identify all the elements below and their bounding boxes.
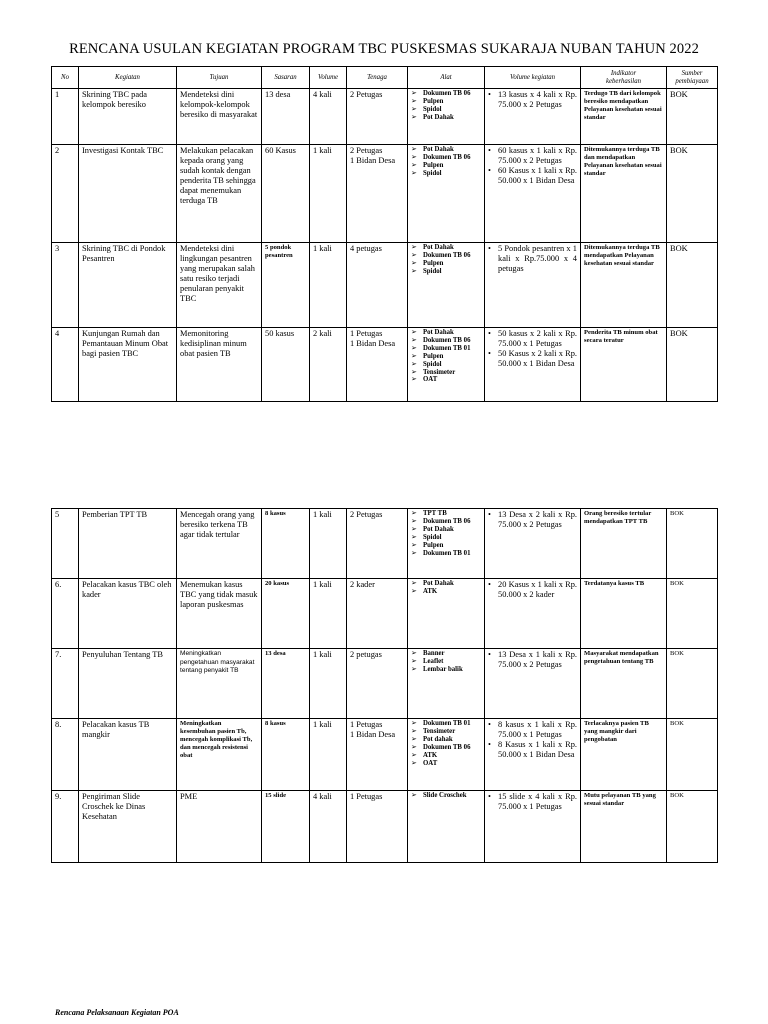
table-row	[52, 791, 718, 863]
cell-volume-kegiatan	[485, 89, 581, 145]
cell-sasaran: 60 Kasus	[262, 145, 310, 243]
table-row	[52, 328, 718, 402]
activity-table-part-1	[51, 66, 718, 402]
header-sumber	[667, 67, 718, 89]
alat-item: ➢ Pot Dahak	[411, 146, 481, 154]
cell-sumber: BOK	[667, 579, 718, 649]
volume-kegiatan-item-list	[488, 244, 577, 274]
volume-kegiatan-item-list	[488, 146, 577, 186]
alat-item: ➢ Leaflet	[411, 658, 481, 666]
header-sasaran: Sasaran	[262, 67, 310, 89]
cell-no: 3	[52, 243, 79, 328]
alat-item: ➢ Slide Croschek	[411, 792, 481, 800]
cell-no: 9.	[52, 791, 79, 863]
header-kegiatan: Kegiatan	[79, 67, 177, 89]
tenaga-line: 1 Petugas	[350, 329, 383, 338]
cell-indikator: Terdugo TB dari kelompok beresiko mendapatkan Pelayanan kesehatan sesuai standar	[581, 89, 667, 145]
cell-kegiatan: Skrining TBC pada kelompok beresiko	[79, 89, 177, 145]
cell-volume-kegiatan	[485, 145, 581, 243]
volume-kegiatan-item: • 60 kasus x 1 kali x Rp. 75.000 x 2 Petugas	[488, 146, 577, 166]
cell-no: 6.	[52, 579, 79, 649]
cell-sumber: BOK	[667, 509, 718, 579]
header-indikator-line2: keberhasilan	[606, 77, 641, 85]
table-row	[52, 509, 718, 579]
cell-sasaran: 5 pondok pesantren	[262, 243, 310, 328]
cell-volume: 1 kali	[310, 649, 347, 719]
alat-item: ➢ Pulpen	[411, 98, 481, 106]
cell-indikator: Ditemukannya terduga TB mendapatkan Pelayanan kesehatan sesuai standar	[581, 243, 667, 328]
alat-item: ➢ Spidol	[411, 170, 481, 178]
alat-item: ➢ Spidol	[411, 106, 481, 114]
cell-volume: 1 kali	[310, 243, 347, 328]
cell-sumber: BOK	[667, 791, 718, 863]
alat-item: ➢ OAT	[411, 760, 481, 768]
alat-item-list	[411, 792, 481, 800]
cell-alat	[408, 328, 485, 402]
cell-sumber: BOK	[667, 649, 718, 719]
cell-kegiatan: Investigasi Kontak TBC	[79, 145, 177, 243]
alat-item: ➢ Pot dahak	[411, 736, 481, 744]
page-title: RENCANA USULAN KEGIATAN PROGRAM TBC PUSKESMAS SUKARAJA NUBAN TAHUN 2022	[69, 41, 699, 57]
header-tujuan: Tujuan	[177, 67, 262, 89]
cell-volume: 1 kali	[310, 509, 347, 579]
cell-tujuan: Mendeteksi dini kelompok-kelompok beresiko di masyarakat	[177, 89, 262, 145]
cell-tujuan: Menemukan kasus TBC yang tidak masuk laporan puskesmas	[177, 579, 262, 649]
alat-item: ➢ Pulpen	[411, 162, 481, 170]
cell-indikator: Masyarakat mendapatkan pengetahuan tentang TB	[581, 649, 667, 719]
cell-volume: 4 kali	[310, 89, 347, 145]
alat-item: ➢ Dokumen TB 06	[411, 252, 481, 260]
cell-alat	[408, 145, 485, 243]
cell-volume: 2 kali	[310, 328, 347, 402]
volume-kegiatan-item: • 50 Kasus x 2 kali x Rp. 50.000 x 1 Bidan Desa	[488, 349, 577, 369]
cell-sumber: BOK	[667, 145, 718, 243]
cell-alat	[408, 509, 485, 579]
cell-sumber: BOK	[667, 89, 718, 145]
alat-item: ➢ Pot Dahak	[411, 526, 481, 534]
cell-sumber: BOK	[667, 243, 718, 328]
alat-item-list	[411, 329, 481, 384]
volume-kegiatan-item: • 13 kasus x 4 kali x Rp. 75.000 x 2 Petugas	[488, 90, 577, 110]
volume-kegiatan-item-list	[488, 580, 577, 600]
alat-item: ➢ Dokumen TB 06	[411, 518, 481, 526]
cell-sasaran: 13 desa	[262, 649, 310, 719]
volume-kegiatan-item: • 5 Pondok pesantren x 1 kali x Rp.75.000 x 4 petugas	[488, 244, 577, 274]
cell-tujuan: PME	[177, 791, 262, 863]
cell-tenaga	[347, 791, 408, 863]
table-row	[52, 579, 718, 649]
alat-item: ➢ Pot Dahak	[411, 114, 481, 122]
cell-volume: 1 kali	[310, 579, 347, 649]
cell-tujuan: Meningkatkan kesembuhan pasien Tb, mencegah komplikasi Tb, dan mencegah resistensi obat	[177, 719, 262, 791]
cell-tenaga	[347, 145, 408, 243]
alat-item: ➢ Pulpen	[411, 353, 481, 361]
volume-kegiatan-item-list	[488, 650, 577, 670]
tenaga-line: 2 kader	[350, 580, 375, 589]
footer-caption: Rencana Pelaksanaan Kegiatan POA	[55, 1008, 179, 1017]
cell-no: 5	[52, 509, 79, 579]
alat-item: ➢ Dokumen TB 06	[411, 337, 481, 345]
header-volume-kegiatan: Volume kegiatan	[485, 67, 581, 89]
cell-tenaga	[347, 89, 408, 145]
tenaga-line: 2 petugas	[350, 650, 382, 659]
cell-tenaga	[347, 719, 408, 791]
cell-alat	[408, 89, 485, 145]
cell-kegiatan: Penyuluhan Tentang TB	[79, 649, 177, 719]
alat-item: ➢ Dokumen TB 06	[411, 90, 481, 98]
cell-tenaga	[347, 509, 408, 579]
cell-kegiatan: Skrining TBC di Pondok Pesantren	[79, 243, 177, 328]
cell-kegiatan: Pelacakan kasus TBC oleh kader	[79, 579, 177, 649]
tenaga-line: 1 Bidan Desa	[350, 338, 396, 348]
cell-indikator: Penderita TB minum obat secara teratur	[581, 328, 667, 402]
cell-kegiatan: Kunjungan Rumah dan Pemantauan Minum Obat bagi pasien TBC	[79, 328, 177, 402]
alat-item: ➢ Pot Dahak	[411, 580, 481, 588]
alat-item: ➢ Pot Dahak	[411, 244, 481, 252]
alat-item: ➢ Banner	[411, 650, 481, 658]
cell-tenaga	[347, 328, 408, 402]
volume-kegiatan-item: • 50 kasus x 2 kali x Rp. 75.000 x 1 Petugas	[488, 329, 577, 349]
table-row	[52, 649, 718, 719]
cell-sasaran: 13 desa	[262, 89, 310, 145]
cell-indikator: Terdatanya kasus TB	[581, 579, 667, 649]
volume-kegiatan-item-list	[488, 720, 577, 760]
table-row	[52, 145, 718, 243]
alat-item: ➢ Lembar balik	[411, 666, 481, 674]
tenaga-line: 4 petugas	[350, 244, 382, 253]
activity-table-part-2	[51, 508, 718, 863]
cell-volume-kegiatan	[485, 649, 581, 719]
alat-item: ➢ Spidol	[411, 268, 481, 276]
alat-item: ➢ Spidol	[411, 361, 481, 369]
alat-item: ➢ Dokumen TB 06	[411, 154, 481, 162]
cell-volume-kegiatan	[485, 509, 581, 579]
tenaga-line: 2 Petugas	[350, 146, 383, 155]
tenaga-line: 1 Bidan Desa	[350, 729, 396, 739]
volume-kegiatan-item: • 13 Desa x 2 kali x Rp. 75.000 x 2 Petugas	[488, 510, 577, 530]
alat-item-list	[411, 580, 481, 596]
cell-volume-kegiatan	[485, 328, 581, 402]
cell-alat	[408, 243, 485, 328]
cell-sasaran: 8 kasus	[262, 509, 310, 579]
cell-kegiatan: Pelacakan kasus TB mangkir	[79, 719, 177, 791]
alat-item-list	[411, 146, 481, 178]
header-sumber-line1: Sumber	[681, 70, 703, 78]
cell-indikator: Orang beresiko tertular mendapatkan TPT TB	[581, 509, 667, 579]
alat-item: ➢ Pot Dahak	[411, 329, 481, 337]
alat-item: ➢ ATK	[411, 752, 481, 760]
cell-volume-kegiatan	[485, 243, 581, 328]
volume-kegiatan-item: • 20 Kasus x 1 kali x Rp. 50.000 x 2 kader	[488, 580, 577, 600]
volume-kegiatan-item: • 8 Kasus x 1 kali x Rp. 50.000 x 1 Bidan Desa	[488, 740, 577, 760]
alat-item-list	[411, 510, 481, 557]
cell-no: 4	[52, 328, 79, 402]
cell-tenaga	[347, 579, 408, 649]
volume-kegiatan-item: • 15 slide x 4 kali x Rp. 75.000 x 1 Petugas	[488, 792, 577, 812]
cell-indikator: Terlacaknya pasien TB yang mangkir dari pengobatan	[581, 719, 667, 791]
table-row	[52, 243, 718, 328]
alat-item: ➢ ATK	[411, 588, 481, 596]
tenaga-line: 1 Petugas	[350, 720, 383, 729]
cell-volume: 1 kali	[310, 145, 347, 243]
cell-sasaran: 15 slide	[262, 791, 310, 863]
alat-item-list	[411, 650, 481, 674]
alat-item: ➢ OAT	[411, 376, 481, 384]
cell-no: 7.	[52, 649, 79, 719]
alat-item-list	[411, 720, 481, 767]
header-indikator-line1: Indikator	[610, 70, 637, 78]
cell-volume-kegiatan	[485, 791, 581, 863]
cell-kegiatan: Pengiriman Slide Croschek ke Dinas Kesehatan	[79, 791, 177, 863]
alat-item: ➢ Dokumen TB 01	[411, 550, 481, 558]
tenaga-line: 1 Petugas	[350, 792, 383, 801]
table-header-row	[52, 67, 718, 89]
cell-tujuan: Mendeteksi dini lingkungan pesantren yang merupakan salah satu resiko terjadi penularan penyakit TBC	[177, 243, 262, 328]
alat-item: ➢ Tensimeter	[411, 728, 481, 736]
alat-item-list	[411, 90, 481, 122]
tenaga-line: 2 Petugas	[350, 510, 383, 519]
volume-kegiatan-item: • 13 Desa x 1 kali x Rp. 75.000 x 2 Petugas	[488, 650, 577, 670]
cell-indikator: Ditemukannya terduga TB dan mendapatkan Pelayanan kesehatan sesuai standar	[581, 145, 667, 243]
alat-item: ➢ Pulpen	[411, 542, 481, 550]
cell-sasaran: 50 kasus	[262, 328, 310, 402]
cell-sasaran: 20 kasus	[262, 579, 310, 649]
cell-volume: 4 kali	[310, 791, 347, 863]
cell-alat	[408, 649, 485, 719]
cell-volume: 1 kali	[310, 719, 347, 791]
alat-item: ➢ Dokumen TB 01	[411, 720, 481, 728]
header-alat: Alat	[408, 67, 485, 89]
alat-item: ➢ Dokumen TB 01	[411, 345, 481, 353]
cell-tujuan: Meningkatkan pengetahuan masyarakat tentang penyakit TB	[177, 649, 262, 719]
cell-tenaga	[347, 649, 408, 719]
alat-item: ➢ Pulpen	[411, 260, 481, 268]
volume-kegiatan-item: • 60 Kasus x 1 kali x Rp. 50.000 x 1 Bidan Desa	[488, 166, 577, 186]
alat-item-list	[411, 244, 481, 276]
header-sumber-line2: pembiayaan	[675, 77, 709, 85]
table-row	[52, 89, 718, 145]
cell-no: 1	[52, 89, 79, 145]
alat-item: ➢ Spidol	[411, 534, 481, 542]
cell-sumber: BOK	[667, 328, 718, 402]
cell-kegiatan: Pemberian TPT TB	[79, 509, 177, 579]
header-indikator	[581, 67, 667, 89]
cell-no: 8.	[52, 719, 79, 791]
volume-kegiatan-item: • 8 kasus x 1 kali x Rp. 75.000 x 1 Petugas	[488, 720, 577, 740]
cell-tujuan: Memonitoring kedisiplinan minum obat pasien TB	[177, 328, 262, 402]
cell-tenaga	[347, 243, 408, 328]
tenaga-line: 1 Bidan Desa	[350, 155, 396, 165]
alat-item: ➢ Dokumen TB 06	[411, 744, 481, 752]
cell-indikator: Mutu pelayanan TB yang sesuai standar	[581, 791, 667, 863]
cell-alat	[408, 791, 485, 863]
cell-alat	[408, 579, 485, 649]
volume-kegiatan-item-list	[488, 329, 577, 369]
cell-sumber: BOK	[667, 719, 718, 791]
volume-kegiatan-item-list	[488, 90, 577, 110]
volume-kegiatan-item-list	[488, 510, 577, 530]
cell-tujuan: Mencegah orang yang beresiko terkena TB agar tidak tertular	[177, 509, 262, 579]
alat-item: ➢ TPT TB	[411, 510, 481, 518]
header-no: No	[52, 67, 79, 89]
alat-item: ➢ Tensimeter	[411, 369, 481, 377]
cell-volume-kegiatan	[485, 579, 581, 649]
header-volume: Volume	[310, 67, 347, 89]
cell-alat	[408, 719, 485, 791]
tenaga-line: 2 Petugas	[350, 90, 383, 99]
cell-volume-kegiatan	[485, 719, 581, 791]
cell-sasaran: 8 kasus	[262, 719, 310, 791]
cell-tujuan: Melakukan pelacakan kepada orang yang sudah kontak dengan penderita TB sehingga dapat menemukan terduga TB	[177, 145, 262, 243]
table-row	[52, 719, 718, 791]
cell-no: 2	[52, 145, 79, 243]
header-tenaga: Tenaga	[347, 67, 408, 89]
volume-kegiatan-item-list	[488, 792, 577, 812]
